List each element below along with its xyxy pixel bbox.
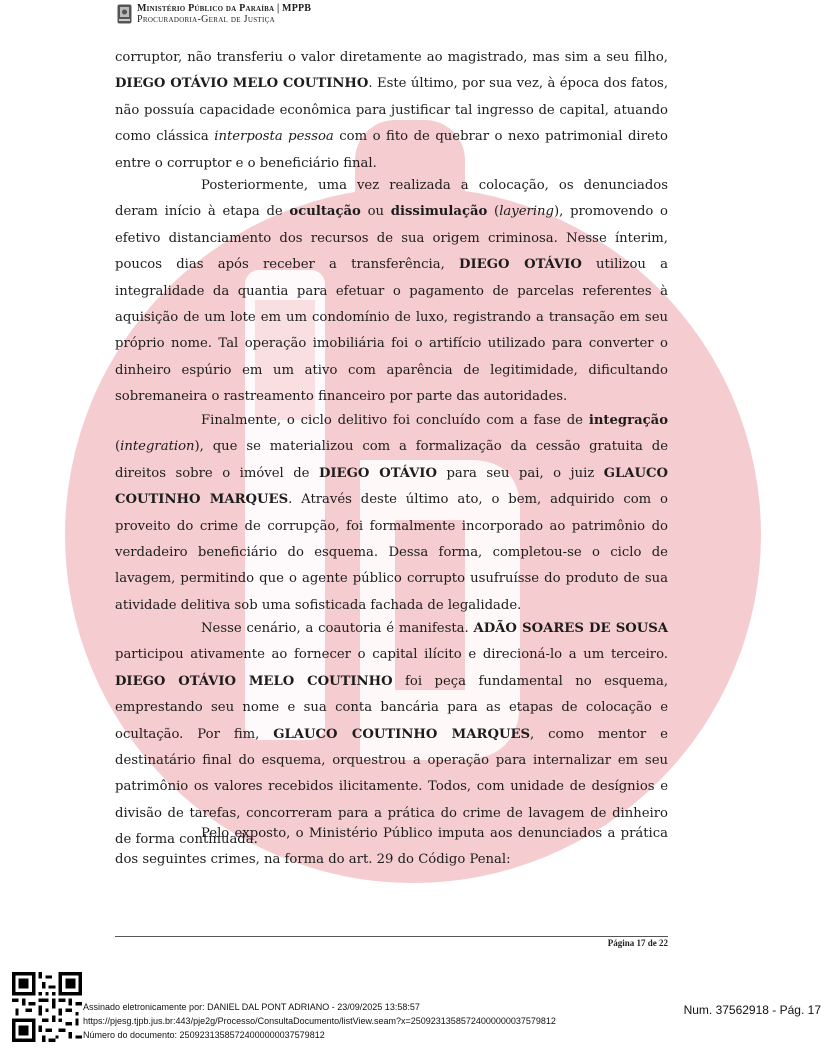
text-run: Posteriormente, uma vez realizada a colocação, os denunciados deram início à etapa de (115, 178, 668, 220)
text-run: participou ativamente ao fornecer o capital ilícito e direcioná-lo a um terceiro. (115, 647, 668, 663)
paragraph-2 (115, 173, 668, 411)
text-run: foi peça fundamental no esquema, emprestando seu nome e sua conta bancária para as etapas de colocação e ocultação. Por fim, (115, 673, 669, 742)
bold-name: GLAUCO COUTINHO MARQUES (115, 465, 669, 508)
text-run: . Através deste último ato, o bem, adquirido com o proveito do crime de corrupção, foi formalmente incorporado ao patrimônio do verdadeiro beneficiário do esquema. Dessa forma, completou-se o ciclo de lavagem, permitindo que o agente público corrupto usufruísse do produto de sua atividade delitiva sob uma sofisticada fachada de legalidade. (115, 492, 668, 613)
text-run: corruptor, não transferiu o valor diretamente ao magistrado, mas sim a seu filho, (115, 50, 668, 65)
qr-code-icon (12, 972, 82, 1042)
paragraph-1 (115, 45, 668, 177)
paragraph-5 (115, 821, 668, 874)
bold-name: DIEGO OTÁVIO (318, 465, 437, 481)
text-run: . Este último, por sua vez, à época dos fatos, não possuía capacidade econômica para justificar tal ingresso de capital, atuando como clássica (115, 76, 669, 145)
bold-name: DIEGO OTÁVIO MELO COUTINHO (115, 673, 393, 689)
text-run: para seu pai, o juiz (436, 465, 604, 481)
institution-name: Ministério Público da Paraíba | MPPB (137, 3, 312, 14)
signature-block (83, 1000, 556, 1042)
text-run: , como mentor e destinatário final do esquema, orquestrou a operação para internalizar em seu patrimônio os valores recebidos ilicitamente. Todos, com unidade de desígnios e divisão de tarefas, concorreram para a prática do crime de lavagem de dinheiro de forma continuada. (115, 726, 668, 848)
verification-url[interactable]: https://pjesg.tjpb.jus.br:443/pje2g/Processo/ConsultaDocumento/listView.seam?x=25092313585724000000037579812 (83, 1016, 556, 1026)
text-run: Pelo exposto, o Ministério Público imputa aos denunciados a prática dos seguintes crimes, na forma do art. 29 do Código Penal: (115, 826, 668, 868)
document-header (117, 1, 311, 27)
text-run: Nesse cenário, a coautoria é manifesta. (201, 621, 474, 636)
text-run: ou (360, 204, 391, 220)
paragraph-3 (115, 408, 668, 619)
page-label: Página (607, 938, 637, 948)
bold-term: ocultação (289, 204, 361, 220)
italic-term: interposta pessoa (214, 129, 334, 145)
italic-term: layering (499, 204, 554, 220)
text-run: ( (115, 439, 121, 455)
page-current: 17 (636, 938, 646, 948)
mppb-seal-icon (117, 4, 132, 24)
bold-term: integração (588, 413, 668, 428)
page-total: 22 (659, 938, 668, 948)
bold-name: GLAUCO COUTINHO MARQUES (273, 726, 531, 742)
page-number (608, 938, 668, 948)
footer-divider (115, 936, 668, 937)
bold-name: DIEGO OTÁVIO (459, 257, 582, 273)
page-separator: de (645, 938, 659, 948)
text-run: ( (487, 204, 500, 220)
text-run: com o fito de quebrar o nexo patrimonial direto entre o corruptor e o beneficiário final. (115, 129, 668, 171)
paragraph-4 (115, 616, 668, 854)
doc-page-reference: Num. 37562918 - Pág. 17 (683, 1003, 821, 1017)
bold-name: DIEGO OTÁVIO MELO COUTINHO (115, 76, 369, 92)
document-number: Número do documento: 25092313585724000000037579812 (83, 1030, 325, 1040)
signature-line: Assinado eletronicamente por: DANIEL DAL PONT ADRIANO - 23/09/2025 13:58:57 (83, 1002, 420, 1012)
institution-subname: Procuradoria-Geral de Justiça (137, 14, 275, 25)
text-run: utilizou a integralidade da quantia para efetuar o pagamento de parcelas referentes à aquisição de um lote em um condomínio de luxo, registrando a transação em seu próprio nome. Tal operação imobiliária foi o artifício utilizado para converter o dinheiro espúrio em um ativo com aparência de legitimidade, dificultando sobremaneira o rastreamento financeiro por parte das autoridades. (115, 257, 668, 405)
bold-term: dissimulação (390, 204, 488, 220)
text-run: ), promovendo o efetivo distanciamento dos recursos de sua origem criminosa. Nesse ínterim, poucos dias após receber a transferência, (115, 204, 668, 273)
text-run: Finalmente, o ciclo delitivo foi concluído com a fase de (201, 413, 589, 428)
bold-name: ADÃO SOARES DE SOUSA (473, 621, 668, 636)
italic-term: integration (120, 439, 195, 455)
text-run: ), que se materializou com a formalização da cessão gratuita de direitos sobre o imóvel de (115, 439, 668, 481)
